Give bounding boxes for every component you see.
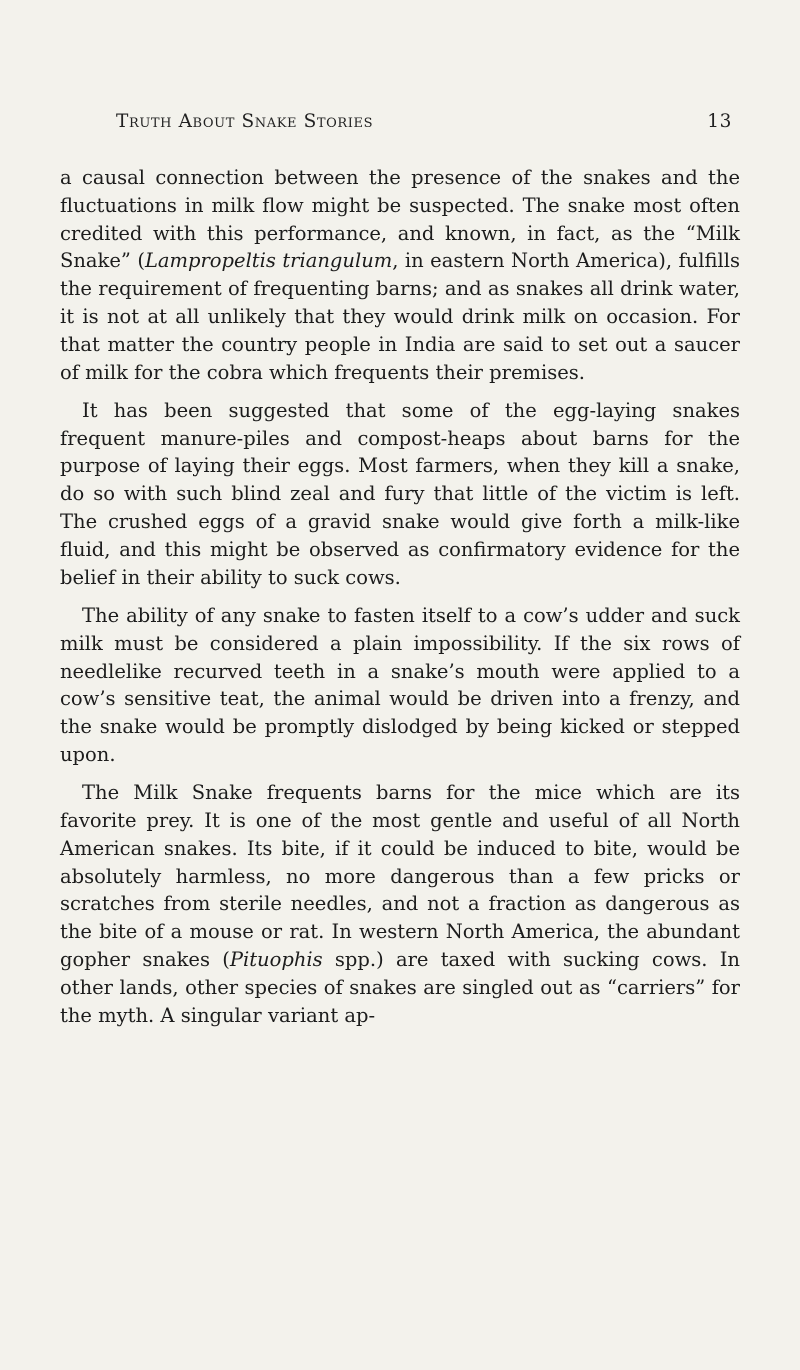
book-page [60,0,740,1370]
paragraph-4-text: The Milk Snake frequents barns for the mice which are its favorite prey. It is one of the most gentle and useful of all North American snakes. Its bite, if it could be induced to bite, would be absolutely harmless, no more dangerous than a few pricks or scratches from sterile needles, and not a fraction as dangerous as the bite of a mouse or rat. In western North America, the abundant gopher snakes ( [60,781,740,972]
paragraph-3-text: The ability of any snake to fasten itself to a cow’s udder and suck milk must be considered a plain impossibility. If the six rows of needlelike recurved teeth in a snake’s mouth were applied to a cow’s sensitive teat, the animal would be driven into a frenzy, and the snake would be promptly dislodged by being kicked or stepped upon. [60,603,740,766]
paragraph-1-text: a causal connection between the presence of the snakes and the fluctuations in milk flow might be suspected. The snake most often credited with this performance, and known, in fact, as the “Milk Snake” ( [60,166,740,273]
running-head [60,111,740,141]
scientific-name-pituophis: Pituophis [229,948,323,972]
paragraph-1-text-cont: , in eastern North America), fulfills the requirement of frequenting barns; and as snakes all drink water, it is not at all unlikely that they would drink milk on occasion. For that matter the country people in India are said to set out a saucer of milk for the cobra which frequents their premises. [60,249,740,384]
running-title: Truth About Snake Stories [116,111,374,132]
paragraph-1 [60,164,740,386]
page-number: 13 [707,111,732,132]
paragraph-4-text-cont: spp.) are taxed with sucking cows. In other lands, other species of snakes are singled out as “carriers” for the myth. A singular variant ap- [60,948,740,1027]
paragraph-2 [60,397,740,592]
scientific-name-lampropeltis: Lampropeltis triangulum [144,249,393,273]
paragraph-2-text: It has been suggested that some of the egg-laying snakes frequent manure-piles and compost-heaps about barns for the purpose of laying their eggs. Most farmers, when they kill a snake, do so with such blind zeal and fury that little of the victim is left. The crushed eggs of a gravid snake would give forth a milk-like fluid, and this might be observed as confirmatory evidence for the belief in their ability to suck cows. [60,398,740,589]
paragraph-3 [60,602,740,769]
body-text [60,164,740,1029]
paragraph-4 [60,779,740,1029]
